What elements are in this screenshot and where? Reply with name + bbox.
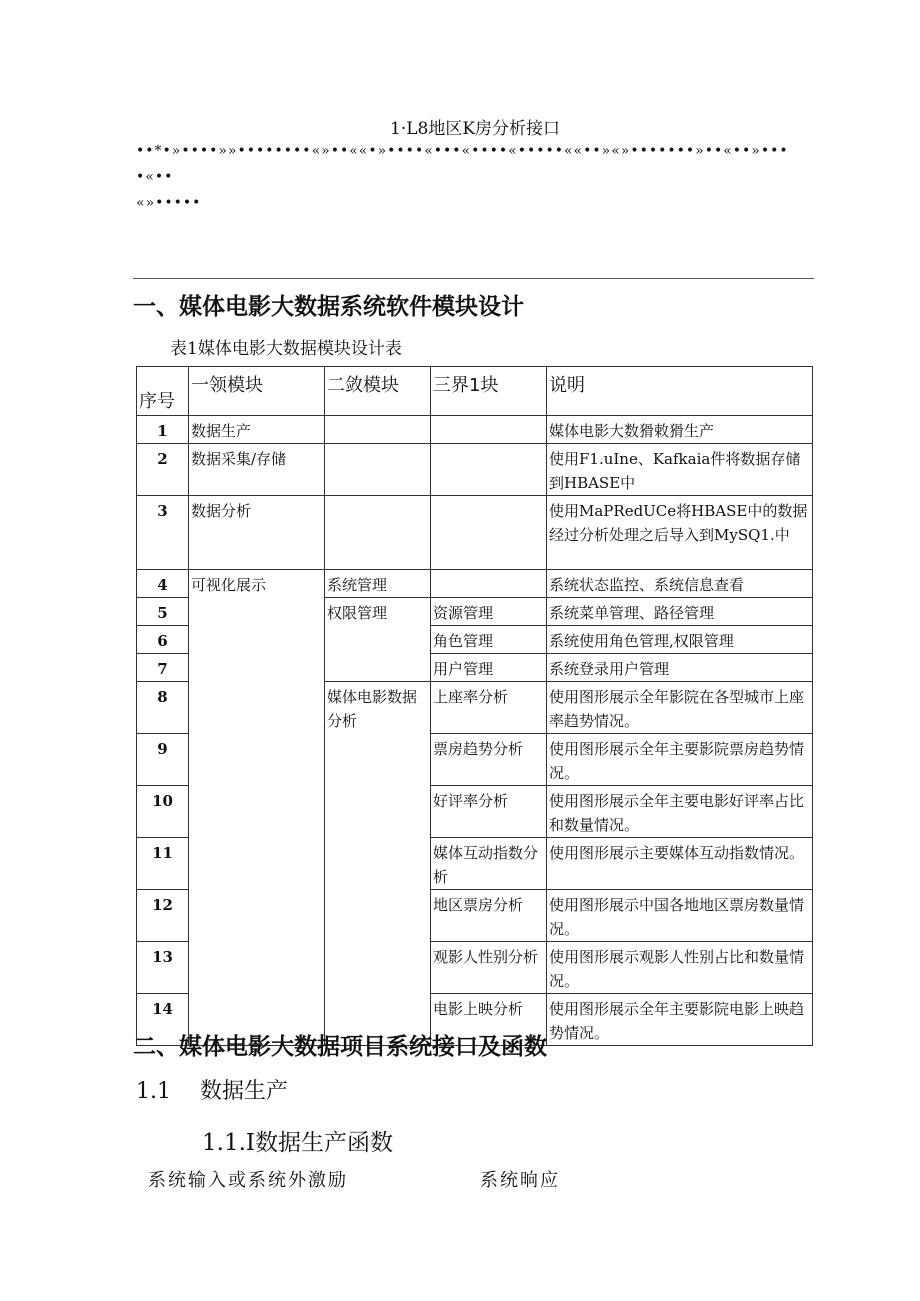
row-description: 系统菜单管理、路径管理 <box>547 598 813 626</box>
table-row <box>137 496 813 570</box>
row-number: 8 <box>137 682 189 734</box>
header-seq: 序号 <box>137 367 189 416</box>
table-row <box>137 416 813 444</box>
row-number: 11 <box>137 838 189 890</box>
header-level3: 三界1块 <box>431 367 547 416</box>
row-number: 14 <box>137 994 189 1046</box>
row-description: 使用图形展示全年主要影院电影上映趋势情况。 <box>547 994 813 1046</box>
header-level2: 二敛模块 <box>325 367 431 416</box>
system-response-label: 系统晌应 <box>480 1170 560 1191</box>
level1-module: 可视化展示 <box>189 570 325 1046</box>
row-number: 12 <box>137 890 189 942</box>
section-1-heading: 一、媒体电影大数据系统软件模块设计 <box>133 294 524 320</box>
header-level1: 一领模块 <box>189 367 325 416</box>
module-design-table <box>136 366 813 1046</box>
row-description: 使用图形展示观影人性别占比和数量情况。 <box>547 942 813 994</box>
row-description: 使用图形展示全年影院在各型城市上座率趋势情况。 <box>547 682 813 734</box>
level2-module <box>325 416 431 444</box>
row-number: 7 <box>137 654 189 682</box>
level3-module: 上座率分析 <box>431 682 547 734</box>
level2-module <box>325 444 431 496</box>
row-number: 13 <box>137 942 189 994</box>
level1-module: 数据生产 <box>189 416 325 444</box>
level2-module: 系统管理 <box>325 570 431 598</box>
row-number: 5 <box>137 598 189 626</box>
level3-module: 好评率分析 <box>431 786 547 838</box>
subsection-number: 1.1 <box>136 1079 171 1104</box>
level3-module <box>431 570 547 598</box>
table-header-row <box>137 367 813 416</box>
level1-module: 数据采集/存储 <box>189 444 325 496</box>
level3-module: 观影人性别分析 <box>431 942 547 994</box>
toc-leader-dots <box>136 138 816 216</box>
row-number: 6 <box>137 626 189 654</box>
table-row <box>137 570 813 598</box>
row-number: 3 <box>137 496 189 570</box>
level3-module <box>431 496 547 570</box>
level3-module: 资源管理 <box>431 598 547 626</box>
level2-module: 媒体电影数据分析 <box>325 682 431 1046</box>
level3-module <box>431 416 547 444</box>
row-number: 4 <box>137 570 189 598</box>
row-description: 使用MaPRedUCe将HBASE中的数据经过分析处理之后导入到MySQ1.中 <box>547 496 813 570</box>
row-description: 使用图形展示全年主要影院票房趋势情况。 <box>547 734 813 786</box>
table-caption: 表1媒体电影大数据模块设计表 <box>170 339 402 359</box>
subsubsection-heading: 1.1.I数据生产函数 <box>202 1130 393 1156</box>
level2-module <box>325 496 431 570</box>
row-description: 使用图形展示全年主要电影好评率占比和数量情况。 <box>547 786 813 838</box>
toc-dots-line: «»••••• <box>136 195 202 211</box>
row-number: 2 <box>137 444 189 496</box>
toc-dots-line: ••*•»••••»»••••••••«»••««•»••••«•••«••••«•••••««••»«»•••••••»••«••»••••«•• <box>136 143 789 185</box>
section-2-heading: 二、媒体电影大数据项目系统接口及函数 <box>133 1034 547 1060</box>
level3-module: 角色管理 <box>431 626 547 654</box>
row-description: 系统登录用户管理 <box>547 654 813 682</box>
header-description: 说明 <box>547 367 813 416</box>
level3-module <box>431 444 547 496</box>
toc-entry[interactable]: 1·L8地区K房分析接口 <box>390 119 561 139</box>
level3-module: 媒体互动指数分析 <box>431 838 547 890</box>
level3-module: 票房趋势分析 <box>431 734 547 786</box>
row-description: 使用图形展示主要媒体互动指数情况。 <box>547 838 813 890</box>
row-description: 系统使用角色管理,权限管理 <box>547 626 813 654</box>
row-description: 使用F1.uIne、Kafkaia件将数据存储到HBASE中 <box>547 444 813 496</box>
row-description: 系统状态监控、系统信息查看 <box>547 570 813 598</box>
system-input-label: 系统输入或系统外激励 <box>148 1170 348 1191</box>
level1-module: 数据分析 <box>189 496 325 570</box>
level3-module: 地区票房分析 <box>431 890 547 942</box>
level2-module: 权限管理 <box>325 598 431 682</box>
row-description: 媒体电影大数猾敕猾生产 <box>547 416 813 444</box>
subsection-heading <box>136 1074 288 1105</box>
table-row <box>137 444 813 496</box>
page-divider <box>133 278 814 279</box>
subsection-title: 数据生产 <box>200 1079 289 1104</box>
level3-module: 用户管理 <box>431 654 547 682</box>
row-number: 1 <box>137 416 189 444</box>
row-number: 9 <box>137 734 189 786</box>
level3-module: 电影上映分析 <box>431 994 547 1046</box>
row-description: 使用图形展示中国各地地区票房数量情况。 <box>547 890 813 942</box>
row-number: 10 <box>137 786 189 838</box>
